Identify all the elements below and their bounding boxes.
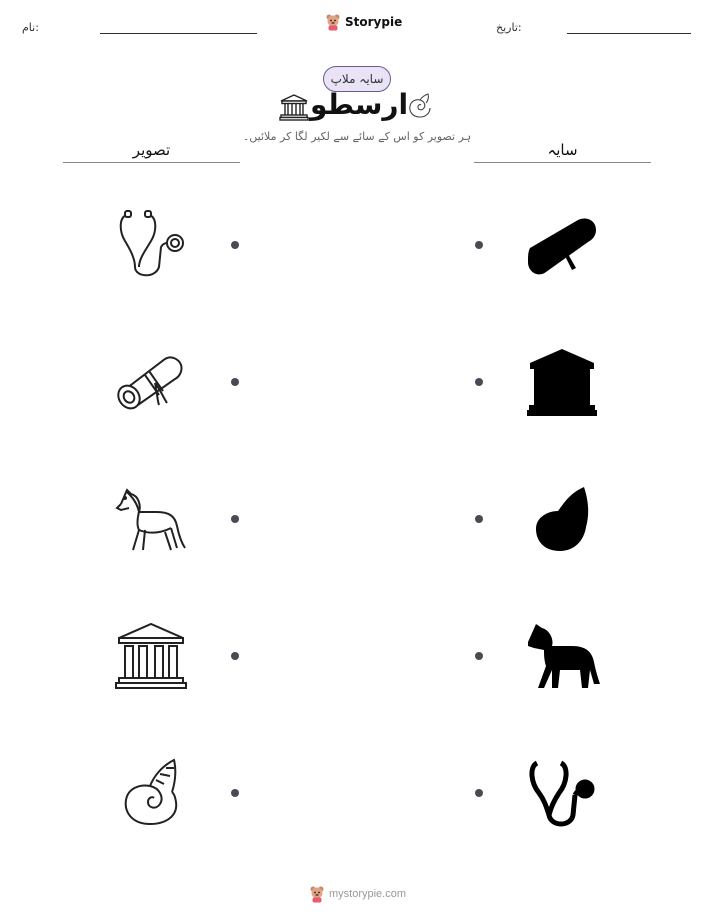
footer (309, 885, 406, 903)
footer-site-link[interactable]: mystorypie.com (329, 888, 407, 900)
horse-silhouette-icon (526, 622, 600, 690)
stethoscope-silhouette-icon (527, 757, 599, 829)
temple-title-icon (279, 93, 309, 121)
seashell-icon (120, 758, 182, 828)
shadow-dot-2[interactable] (475, 378, 483, 386)
date-label: تاریخ: (496, 21, 522, 34)
shadows-column-rule (474, 162, 651, 163)
picture-dot-5[interactable] (231, 789, 239, 797)
name-label: نام: (22, 21, 39, 34)
seashell-silhouette-icon (534, 485, 590, 553)
greek-temple-icon (115, 622, 187, 690)
brand-name: Storypie (345, 15, 403, 29)
pictures-column-rule (63, 162, 240, 163)
horse-icon (115, 486, 187, 554)
brand-logo (325, 13, 402, 31)
shadow-dot-5[interactable] (475, 789, 483, 797)
picture-dot-1[interactable] (231, 241, 239, 249)
shadow-dot-4[interactable] (475, 652, 483, 660)
bear-mascot-footer-icon (309, 885, 325, 903)
temple-silhouette-icon (526, 347, 598, 417)
name-line[interactable] (100, 33, 257, 34)
date-line[interactable] (567, 33, 691, 34)
bear-mascot-icon (325, 13, 341, 31)
shadow-dot-1[interactable] (475, 241, 483, 249)
scroll-silhouette-icon (526, 214, 598, 276)
shadows-column-heading: سایہ (547, 141, 578, 159)
seashell-title-icon (408, 93, 432, 119)
worksheet-title: ارسطو (310, 88, 409, 121)
scroll-icon (115, 351, 187, 413)
stethoscope-icon (115, 209, 187, 281)
shadow-dot-3[interactable] (475, 515, 483, 523)
instructions: ہر تصویر کو اس کے سائے سے لکیر لگا کر ملائیں۔ (242, 130, 472, 143)
worksheet-badge: سایہ ملاپ (323, 66, 391, 92)
picture-dot-3[interactable] (231, 515, 239, 523)
picture-dot-2[interactable] (231, 378, 239, 386)
picture-dot-4[interactable] (231, 652, 239, 660)
pictures-column-heading: تصویر (132, 141, 171, 159)
